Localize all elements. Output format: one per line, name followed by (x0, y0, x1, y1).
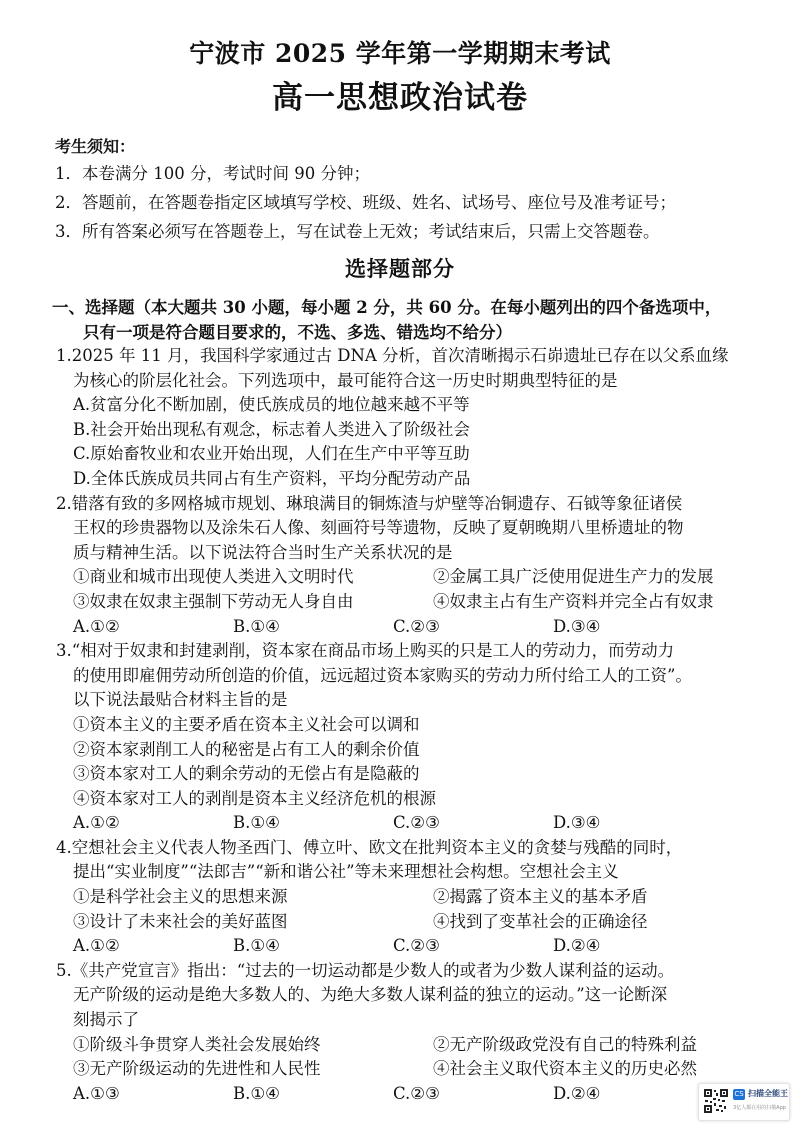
notice-item: 1．本卷满分 100 分，考试时间 90 分钟； (55, 164, 370, 183)
statement: ②揭露了资本主义的基本矛盾 (433, 887, 648, 907)
choice-c: C.②③ (393, 936, 440, 956)
part-instructions-line2: 只有一项是符合题目要求的，不选、多选、错选均不给分） (83, 323, 512, 342)
statement: ③奴隶在奴隶主强制下劳动无人身自由 (73, 591, 354, 611)
choice-b: B.①④ (233, 1083, 280, 1103)
question-stem-line: 质与精神生活。以下说法符合当时生产关系状况的是 (73, 542, 453, 562)
statement: ①商业和城市出现使人类进入文明时代 (73, 567, 354, 587)
choice-b: B.①④ (233, 813, 280, 833)
choice-a: A.①② (73, 616, 120, 636)
statement: ①阶级斗争贯穿人类社会发展始终 (73, 1034, 321, 1054)
statement: ④资本家对工人的剥削是资本主义经济危机的根源 (73, 788, 436, 808)
exam-title: 宁波市 2025 学年第一学期期末考试 (189, 39, 611, 68)
question-list (56, 344, 756, 1106)
statement: ④找到了变革社会的正确途径 (433, 911, 648, 931)
qr-code-icon (703, 1088, 729, 1114)
question-stem-line: 2.错落有致的多网格城市规划、琳琅满目的铜炼渣与炉壁等冶铜遗存、石钺等象征诸侯 (56, 493, 683, 513)
statement: ③无产阶级运动的先进性和人民性 (73, 1059, 321, 1079)
scanner-tagline: 3亿人都在用的扫描App (733, 1105, 786, 1111)
part-instructions (52, 295, 772, 345)
choice-a: A.①③ (73, 1083, 120, 1103)
statement: ②无产阶级政党没有自己的特殊利益 (433, 1034, 697, 1054)
statement: ①资本主义的主要矛盾在资本主义社会可以调和 (73, 714, 420, 734)
statement-row (56, 1057, 756, 1082)
answer-choices (56, 811, 756, 836)
option-c: C.原始畜牧业和农业开始出现，人们在生产中平等互助 (73, 444, 470, 464)
notice-heading: 考生须知： (55, 137, 136, 156)
statement: ④奴隶主占有生产资料并完全占有奴隶 (433, 591, 714, 611)
option-a: A.贫富分化不断加剧，使氏族成员的地位越来越不平等 (73, 395, 470, 415)
choice-d: D.③④ (553, 813, 601, 833)
question-2 (56, 492, 756, 640)
choice-b: B.①④ (233, 936, 280, 956)
statement-row (56, 1033, 756, 1058)
statement-row (56, 565, 756, 590)
answer-choices (56, 615, 756, 640)
question-3 (56, 639, 756, 836)
statement: ②金属工具广泛使用促进生产力的发展 (433, 567, 714, 587)
scanner-watermark (698, 1083, 790, 1121)
statement-row (56, 910, 756, 935)
exam-subtitle: 高一思想政治试卷 (272, 80, 528, 116)
statement: ③资本家对工人的剩余劳动的无偿占有是隐蔽的 (73, 764, 420, 784)
statement: ④社会主义取代资本主义的历史必然 (433, 1059, 697, 1079)
question-stem-line: 王权的珍贵器物以及涂朱石人像、刻画符号等遗物，反映了夏朝晚期八里桥遗址的物 (73, 518, 684, 538)
statement-row (56, 590, 756, 615)
candidate-notice (55, 135, 676, 246)
statement: ③设计了未来社会的美好蓝图 (73, 911, 288, 931)
section-title: 选择题部分 (345, 256, 455, 281)
question-stem-line: 刻揭示了 (73, 1010, 139, 1030)
question-stem-line: 以下说法最贴合材料主旨的是 (73, 690, 288, 710)
question-stem-line: 提出“实业制度”“法郎吉”“新和谐公社”等未来理想社会构想。空想社会主义 (73, 862, 619, 882)
question-stem-line: 4.空想社会主义代表人物圣西门、傅立叶、欧文在批判资本主义的贪婪与残酷的同时， (56, 837, 683, 857)
statement-row (56, 885, 756, 910)
answer-choices (56, 1082, 756, 1107)
question-stem-line: 5.《共产党宣言》指出：“过去的一切运动都是少数人的或者为少数人谋利益的运动。 (56, 960, 675, 980)
scanner-logo: CS (734, 1090, 744, 1098)
option-b: B.社会开始出现私有观念，标志着人类进入了阶级社会 (73, 419, 470, 439)
choice-d: D.②④ (553, 936, 601, 956)
statement: ②资本家剥削工人的秘密是占有工人的剩余价值 (73, 739, 420, 759)
choice-a: A.①② (73, 813, 120, 833)
statement: ①是科学社会主义的思想来源 (73, 887, 288, 907)
choice-b: B.①④ (233, 616, 280, 636)
question-stem-line: 3.“相对于奴隶和封建剥削，资本家在商品市场上购买的只是工人的劳动力，而劳动力 (56, 641, 675, 661)
choice-c: C.②③ (393, 616, 440, 636)
option-d: D.全体氏族成员共同占有生产资料，平均分配劳动产品 (73, 468, 471, 488)
question-1 (56, 344, 756, 492)
choice-c: C.②③ (393, 1083, 440, 1103)
choice-d: D.③④ (553, 616, 601, 636)
question-stem-line: 为核心的阶层化社会。下列选项中，最可能符合这一历史时期典型特征的是 (73, 370, 618, 390)
scanner-app-name: 扫描全能王 (748, 1089, 788, 1098)
question-4 (56, 836, 756, 959)
notice-item: 3．所有答案必须写在答题卷上，写在试卷上无效；考试结束后，只需上交答题卷。 (55, 222, 660, 241)
choice-c: C.②③ (393, 813, 440, 833)
question-stem-line: 1.2025 年 11 月，我国科学家通过古 DNA 分析，首次清晰揭示石峁遗址已存在以父系血缘 (56, 346, 729, 365)
notice-item: 2．答题前，在答题卷指定区域填写学校、班级、姓名、试场号、座位号及准考证号； (55, 193, 676, 212)
choice-d: D.②④ (553, 1083, 601, 1103)
question-stem-line: 的使用即雇佣劳动所创造的价值，远远超过资本家购买的劳动力所付给工人的工资”。 (73, 665, 692, 685)
choice-a: A.①② (73, 936, 120, 956)
part-instructions-line1: 一、选择题（本大题共 30 小题，每小题 2 分，共 60 分。在每小题列出的四个备选项中， (52, 298, 722, 317)
question-stem-line: 无产阶级的运动是绝大多数人的、为绝大多数人谋利益的独立的运动。”这一论断深 (73, 985, 668, 1005)
question-5 (56, 959, 756, 1107)
answer-choices (56, 934, 756, 959)
